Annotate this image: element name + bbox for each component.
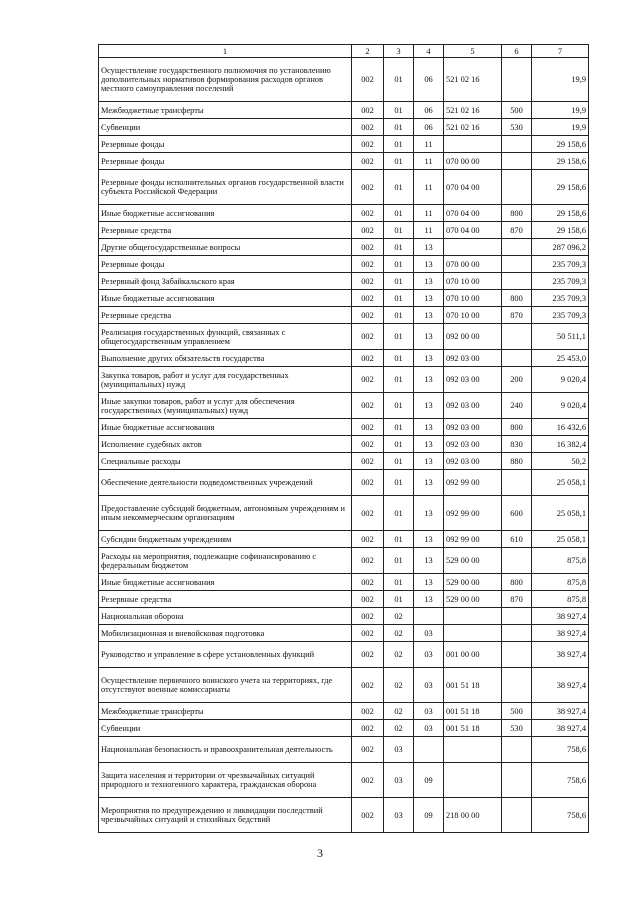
row-code-cell-2: 002 [352,496,384,531]
row-code-cell-6: 610 [502,531,532,548]
row-code-cell-4: 13 [414,290,444,307]
row-code-cell-4: 13 [414,470,444,496]
row-code-cell-3: 01 [384,290,414,307]
row-code-cell-3: 01 [384,119,414,136]
row-code-cell-5: 521 02 16 [444,119,502,136]
table-row [99,324,589,350]
row-code-cell-7: 875,8 [532,591,589,608]
row-code-cell-5: 001 51 18 [444,668,502,703]
row-code-cell-2: 002 [352,591,384,608]
table-row [99,574,589,591]
row-code-cell-7: 287 096,2 [532,239,589,256]
row-code-cell-7: 29 158,6 [532,222,589,239]
row-name-cell: Национальная оборона [99,608,352,625]
table-row [99,136,589,153]
row-name-cell: Предоставление субсидий бюджетным, автономным учреждениям и иным некоммерческим организациям [99,496,352,531]
row-name-cell: Резервные фонды [99,256,352,273]
row-code-cell-3: 03 [384,763,414,798]
table-row [99,591,589,608]
row-code-cell-5: 529 00 00 [444,591,502,608]
row-code-cell-7: 16 382,4 [532,436,589,453]
row-code-cell-6: 830 [502,436,532,453]
row-code-cell-7: 38 927,4 [532,668,589,703]
row-name-cell: Межбюджетные трансферты [99,102,352,119]
row-name-cell: Национальная безопасность и правоохранительная деятельность [99,737,352,763]
row-code-cell-3: 02 [384,668,414,703]
budget-table [98,44,589,833]
column-header: 7 [532,45,589,58]
row-code-cell-2: 002 [352,608,384,625]
row-code-cell-3: 03 [384,798,414,833]
row-code-cell-2: 002 [352,763,384,798]
row-name-cell: Субвенции [99,720,352,737]
row-code-cell-5: 521 02 16 [444,58,502,102]
row-code-cell-5: 529 00 00 [444,548,502,574]
table-header-row [99,45,589,58]
row-code-cell-4: 13 [414,436,444,453]
row-code-cell-2: 002 [352,574,384,591]
row-name-cell: Резервные средства [99,307,352,324]
row-name-cell: Резервный фонд Забайкальского края [99,273,352,290]
row-name-cell: Иные бюджетные ассигнования [99,290,352,307]
row-code-cell-4: 03 [414,642,444,668]
row-code-cell-4: 13 [414,307,444,324]
row-code-cell-3: 01 [384,496,414,531]
row-code-cell-6 [502,608,532,625]
row-name-cell: Межбюджетные трансферты [99,703,352,720]
row-code-cell-3: 02 [384,703,414,720]
row-code-cell-2: 002 [352,625,384,642]
row-code-cell-6 [502,273,532,290]
row-code-cell-6: 530 [502,720,532,737]
row-code-cell-3: 01 [384,102,414,119]
row-code-cell-4: 09 [414,763,444,798]
row-code-cell-2: 002 [352,453,384,470]
table-row [99,737,589,763]
row-name-cell: Исполнение судебных актов [99,436,352,453]
row-code-cell-4: 13 [414,256,444,273]
row-code-cell-3: 01 [384,239,414,256]
row-code-cell-7: 16 432,6 [532,419,589,436]
row-code-cell-2: 002 [352,436,384,453]
row-name-cell: Реализация государственных функций, связанных с общегосударственным управлением [99,324,352,350]
column-header: 4 [414,45,444,58]
row-code-cell-5: 218 00 00 [444,798,502,833]
row-code-cell-4: 13 [414,367,444,393]
row-code-cell-6: 530 [502,119,532,136]
row-code-cell-6 [502,256,532,273]
table-row [99,350,589,367]
row-code-cell-5: 070 04 00 [444,205,502,222]
row-code-cell-2: 002 [352,531,384,548]
table-row [99,531,589,548]
row-code-cell-3: 01 [384,273,414,290]
row-code-cell-4 [414,608,444,625]
row-name-cell: Субвенции [99,119,352,136]
row-code-cell-3: 01 [384,170,414,205]
row-code-cell-4: 11 [414,153,444,170]
row-code-cell-5: 521 02 16 [444,102,502,119]
column-header: 2 [352,45,384,58]
row-code-cell-6: 240 [502,393,532,419]
row-code-cell-4: 03 [414,720,444,737]
row-code-cell-5: 092 03 00 [444,367,502,393]
row-code-cell-2: 002 [352,367,384,393]
row-code-cell-6: 800 [502,290,532,307]
row-code-cell-2: 002 [352,307,384,324]
row-code-cell-3: 01 [384,58,414,102]
row-code-cell-3: 01 [384,470,414,496]
table-row [99,642,589,668]
row-code-cell-2: 002 [352,642,384,668]
row-code-cell-3: 01 [384,153,414,170]
table-row [99,119,589,136]
row-name-cell: Защита населения и территории от чрезвычайных ситуаций природного и техногенного характера, гражданская оборона [99,763,352,798]
row-code-cell-3: 01 [384,548,414,574]
row-code-cell-5: 092 03 00 [444,419,502,436]
table-row [99,419,589,436]
row-code-cell-5: 070 04 00 [444,222,502,239]
row-code-cell-3: 02 [384,625,414,642]
row-code-cell-5 [444,239,502,256]
row-name-cell: Резервные средства [99,222,352,239]
row-code-cell-7: 25 058,1 [532,470,589,496]
row-code-cell-3: 03 [384,737,414,763]
row-code-cell-6: 800 [502,205,532,222]
row-code-cell-6 [502,798,532,833]
table-row [99,668,589,703]
table-row [99,720,589,737]
row-code-cell-7: 50 511,1 [532,324,589,350]
row-code-cell-6 [502,170,532,205]
row-code-cell-5: 092 99 00 [444,531,502,548]
row-name-cell: Расходы на мероприятия, подлежащие софинансированию с федеральным бюджетом [99,548,352,574]
row-code-cell-3: 02 [384,720,414,737]
row-code-cell-6: 870 [502,591,532,608]
row-code-cell-2: 002 [352,119,384,136]
row-code-cell-7: 29 158,6 [532,170,589,205]
row-code-cell-2: 002 [352,703,384,720]
row-code-cell-5 [444,763,502,798]
row-code-cell-5: 070 10 00 [444,290,502,307]
row-code-cell-7: 19,9 [532,102,589,119]
row-code-cell-7: 875,8 [532,574,589,591]
row-name-cell: Иные бюджетные ассигнования [99,574,352,591]
row-code-cell-6 [502,625,532,642]
row-code-cell-4: 09 [414,798,444,833]
row-code-cell-3: 01 [384,205,414,222]
row-code-cell-3: 01 [384,591,414,608]
table-row [99,393,589,419]
row-code-cell-4: 11 [414,136,444,153]
table-row [99,703,589,720]
row-code-cell-5: 092 03 00 [444,453,502,470]
row-code-cell-6 [502,239,532,256]
row-code-cell-5: 001 51 18 [444,703,502,720]
row-code-cell-4: 13 [414,496,444,531]
row-code-cell-7: 25 058,1 [532,531,589,548]
row-code-cell-5: 001 00 00 [444,642,502,668]
row-code-cell-5: 070 10 00 [444,307,502,324]
row-code-cell-2: 002 [352,470,384,496]
column-header: 3 [384,45,414,58]
row-code-cell-4: 03 [414,668,444,703]
row-code-cell-6: 870 [502,307,532,324]
row-code-cell-6: 870 [502,222,532,239]
row-code-cell-7: 19,9 [532,119,589,136]
row-name-cell: Мобилизационная и вневойсковая подготовка [99,625,352,642]
row-code-cell-6 [502,350,532,367]
row-name-cell: Закупка товаров, работ и услуг для государственных (муниципальных) нужд [99,367,352,393]
row-code-cell-3: 01 [384,531,414,548]
row-code-cell-3: 01 [384,324,414,350]
row-code-cell-5 [444,136,502,153]
row-code-cell-6 [502,642,532,668]
row-code-cell-7: 38 927,4 [532,720,589,737]
row-code-cell-2: 002 [352,798,384,833]
row-code-cell-5: 092 00 00 [444,324,502,350]
row-code-cell-6 [502,58,532,102]
row-code-cell-3: 01 [384,393,414,419]
row-code-cell-4: 13 [414,548,444,574]
row-code-cell-4: 13 [414,419,444,436]
table-row [99,307,589,324]
column-header: 6 [502,45,532,58]
table-row [99,273,589,290]
row-code-cell-5: 092 03 00 [444,350,502,367]
row-code-cell-6 [502,470,532,496]
page-number: 3 [317,846,323,860]
table-row [99,625,589,642]
table-row [99,367,589,393]
row-code-cell-5: 070 04 00 [444,170,502,205]
row-code-cell-5: 092 03 00 [444,393,502,419]
row-code-cell-5: 070 00 00 [444,256,502,273]
table-row [99,256,589,273]
row-code-cell-2: 002 [352,239,384,256]
row-code-cell-5: 070 00 00 [444,153,502,170]
row-code-cell-6 [502,153,532,170]
row-code-cell-5: 070 10 00 [444,273,502,290]
row-code-cell-7: 25 453,0 [532,350,589,367]
row-code-cell-4: 13 [414,239,444,256]
row-name-cell: Иные бюджетные ассигнования [99,205,352,222]
table-row [99,763,589,798]
row-code-cell-5 [444,625,502,642]
row-name-cell: Субсидии бюджетным учреждениям [99,531,352,548]
row-code-cell-3: 01 [384,256,414,273]
row-code-cell-2: 002 [352,324,384,350]
table-row [99,608,589,625]
row-code-cell-2: 002 [352,136,384,153]
row-code-cell-5 [444,608,502,625]
row-name-cell: Резервные фонды [99,153,352,170]
row-code-cell-7: 38 927,4 [532,625,589,642]
table-row [99,453,589,470]
row-code-cell-7: 19,9 [532,58,589,102]
row-code-cell-4: 13 [414,453,444,470]
row-name-cell: Специальные расходы [99,453,352,470]
row-code-cell-6 [502,763,532,798]
table-body [99,58,589,833]
row-code-cell-7: 9 020,4 [532,393,589,419]
row-code-cell-6 [502,668,532,703]
row-code-cell-2: 002 [352,170,384,205]
table-row [99,290,589,307]
row-code-cell-5: 092 99 00 [444,496,502,531]
row-name-cell: Обеспечение деятельности подведомственных учреждений [99,470,352,496]
row-code-cell-2: 002 [352,58,384,102]
row-code-cell-2: 002 [352,548,384,574]
row-code-cell-4: 06 [414,102,444,119]
row-code-cell-6: 880 [502,453,532,470]
row-code-cell-2: 002 [352,350,384,367]
row-name-cell: Иные бюджетные ассигнования [99,419,352,436]
table-row [99,102,589,119]
row-code-cell-7: 758,6 [532,763,589,798]
row-code-cell-4: 13 [414,574,444,591]
row-name-cell: Иные закупки товаров, работ и услуг для обеспечения государственных (муниципальных) нужд [99,393,352,419]
row-code-cell-5: 092 99 00 [444,470,502,496]
row-code-cell-6: 200 [502,367,532,393]
row-code-cell-6: 800 [502,574,532,591]
row-code-cell-3: 01 [384,350,414,367]
row-code-cell-4: 13 [414,591,444,608]
row-name-cell: Руководство и управление в сфере установленных функций [99,642,352,668]
row-name-cell: Мероприятия по предупреждению и ликвидации последствий чрезвычайных ситуаций и стихийных бедствий [99,798,352,833]
row-name-cell: Резервные фонды [99,136,352,153]
row-code-cell-2: 002 [352,393,384,419]
row-name-cell: Другие общегосударственные вопросы [99,239,352,256]
table-row [99,496,589,531]
table-row [99,548,589,574]
row-code-cell-7: 29 158,6 [532,153,589,170]
row-code-cell-7: 29 158,6 [532,205,589,222]
row-code-cell-7: 25 058,1 [532,496,589,531]
column-header: 1 [99,45,352,58]
row-code-cell-6: 500 [502,102,532,119]
row-code-cell-2: 002 [352,720,384,737]
row-code-cell-2: 002 [352,273,384,290]
row-name-cell: Резервные фонды исполнительных органов государственной власти субъекта Российской Федерации [99,170,352,205]
table-row [99,470,589,496]
row-code-cell-6 [502,548,532,574]
row-code-cell-3: 01 [384,574,414,591]
table-row [99,222,589,239]
row-code-cell-4: 06 [414,119,444,136]
table-row [99,798,589,833]
row-code-cell-2: 002 [352,205,384,222]
row-name-cell: Резервные средства [99,591,352,608]
row-code-cell-7: 38 927,4 [532,608,589,625]
row-code-cell-6: 800 [502,419,532,436]
row-code-cell-3: 02 [384,642,414,668]
row-code-cell-5: 001 51 18 [444,720,502,737]
row-code-cell-4: 03 [414,625,444,642]
row-code-cell-2: 002 [352,256,384,273]
row-code-cell-6: 600 [502,496,532,531]
table-row [99,153,589,170]
row-code-cell-5 [444,737,502,763]
row-code-cell-3: 01 [384,307,414,324]
row-code-cell-2: 002 [352,290,384,307]
row-code-cell-4: 11 [414,170,444,205]
table-row [99,436,589,453]
row-name-cell: Выполнение других обязательств государства [99,350,352,367]
row-code-cell-7: 235 709,3 [532,256,589,273]
row-code-cell-3: 01 [384,222,414,239]
row-code-cell-7: 875,8 [532,548,589,574]
row-code-cell-4: 13 [414,273,444,290]
row-code-cell-4: 03 [414,703,444,720]
table-row [99,205,589,222]
row-code-cell-7: 235 709,3 [532,290,589,307]
row-code-cell-6 [502,136,532,153]
row-code-cell-5: 529 00 00 [444,574,502,591]
row-code-cell-2: 002 [352,222,384,239]
column-header: 5 [444,45,502,58]
row-code-cell-7: 50,2 [532,453,589,470]
row-code-cell-3: 01 [384,419,414,436]
row-code-cell-3: 01 [384,453,414,470]
row-code-cell-6: 500 [502,703,532,720]
row-code-cell-7: 758,6 [532,737,589,763]
table-row [99,170,589,205]
row-code-cell-4 [414,737,444,763]
row-code-cell-7: 9 020,4 [532,367,589,393]
row-code-cell-7: 38 927,4 [532,703,589,720]
table-row [99,239,589,256]
row-code-cell-4: 13 [414,324,444,350]
row-code-cell-6 [502,737,532,763]
row-code-cell-3: 02 [384,608,414,625]
row-code-cell-7: 235 709,3 [532,307,589,324]
row-code-cell-4: 11 [414,205,444,222]
row-code-cell-3: 01 [384,136,414,153]
row-code-cell-4: 11 [414,222,444,239]
row-code-cell-2: 002 [352,737,384,763]
row-code-cell-2: 002 [352,102,384,119]
row-name-cell: Осуществление первичного воинского учета на территориях, где отсутствуют военные комиссариаты [99,668,352,703]
table-row [99,58,589,102]
row-code-cell-3: 01 [384,436,414,453]
row-code-cell-6 [502,324,532,350]
row-code-cell-4: 13 [414,350,444,367]
row-code-cell-2: 002 [352,419,384,436]
row-code-cell-4: 06 [414,58,444,102]
row-code-cell-4: 13 [414,393,444,419]
row-code-cell-4: 13 [414,531,444,548]
row-code-cell-7: 29 158,6 [532,136,589,153]
row-code-cell-7: 38 927,4 [532,642,589,668]
row-code-cell-2: 002 [352,153,384,170]
row-name-cell: Осуществление государственного полномочия по установлению дополнительных нормативов формирования расходов органов местного самоуправления поселений [99,58,352,102]
row-code-cell-2: 002 [352,668,384,703]
row-code-cell-3: 01 [384,367,414,393]
row-code-cell-5: 092 03 00 [444,436,502,453]
row-code-cell-7: 235 709,3 [532,273,589,290]
row-code-cell-7: 758,6 [532,798,589,833]
